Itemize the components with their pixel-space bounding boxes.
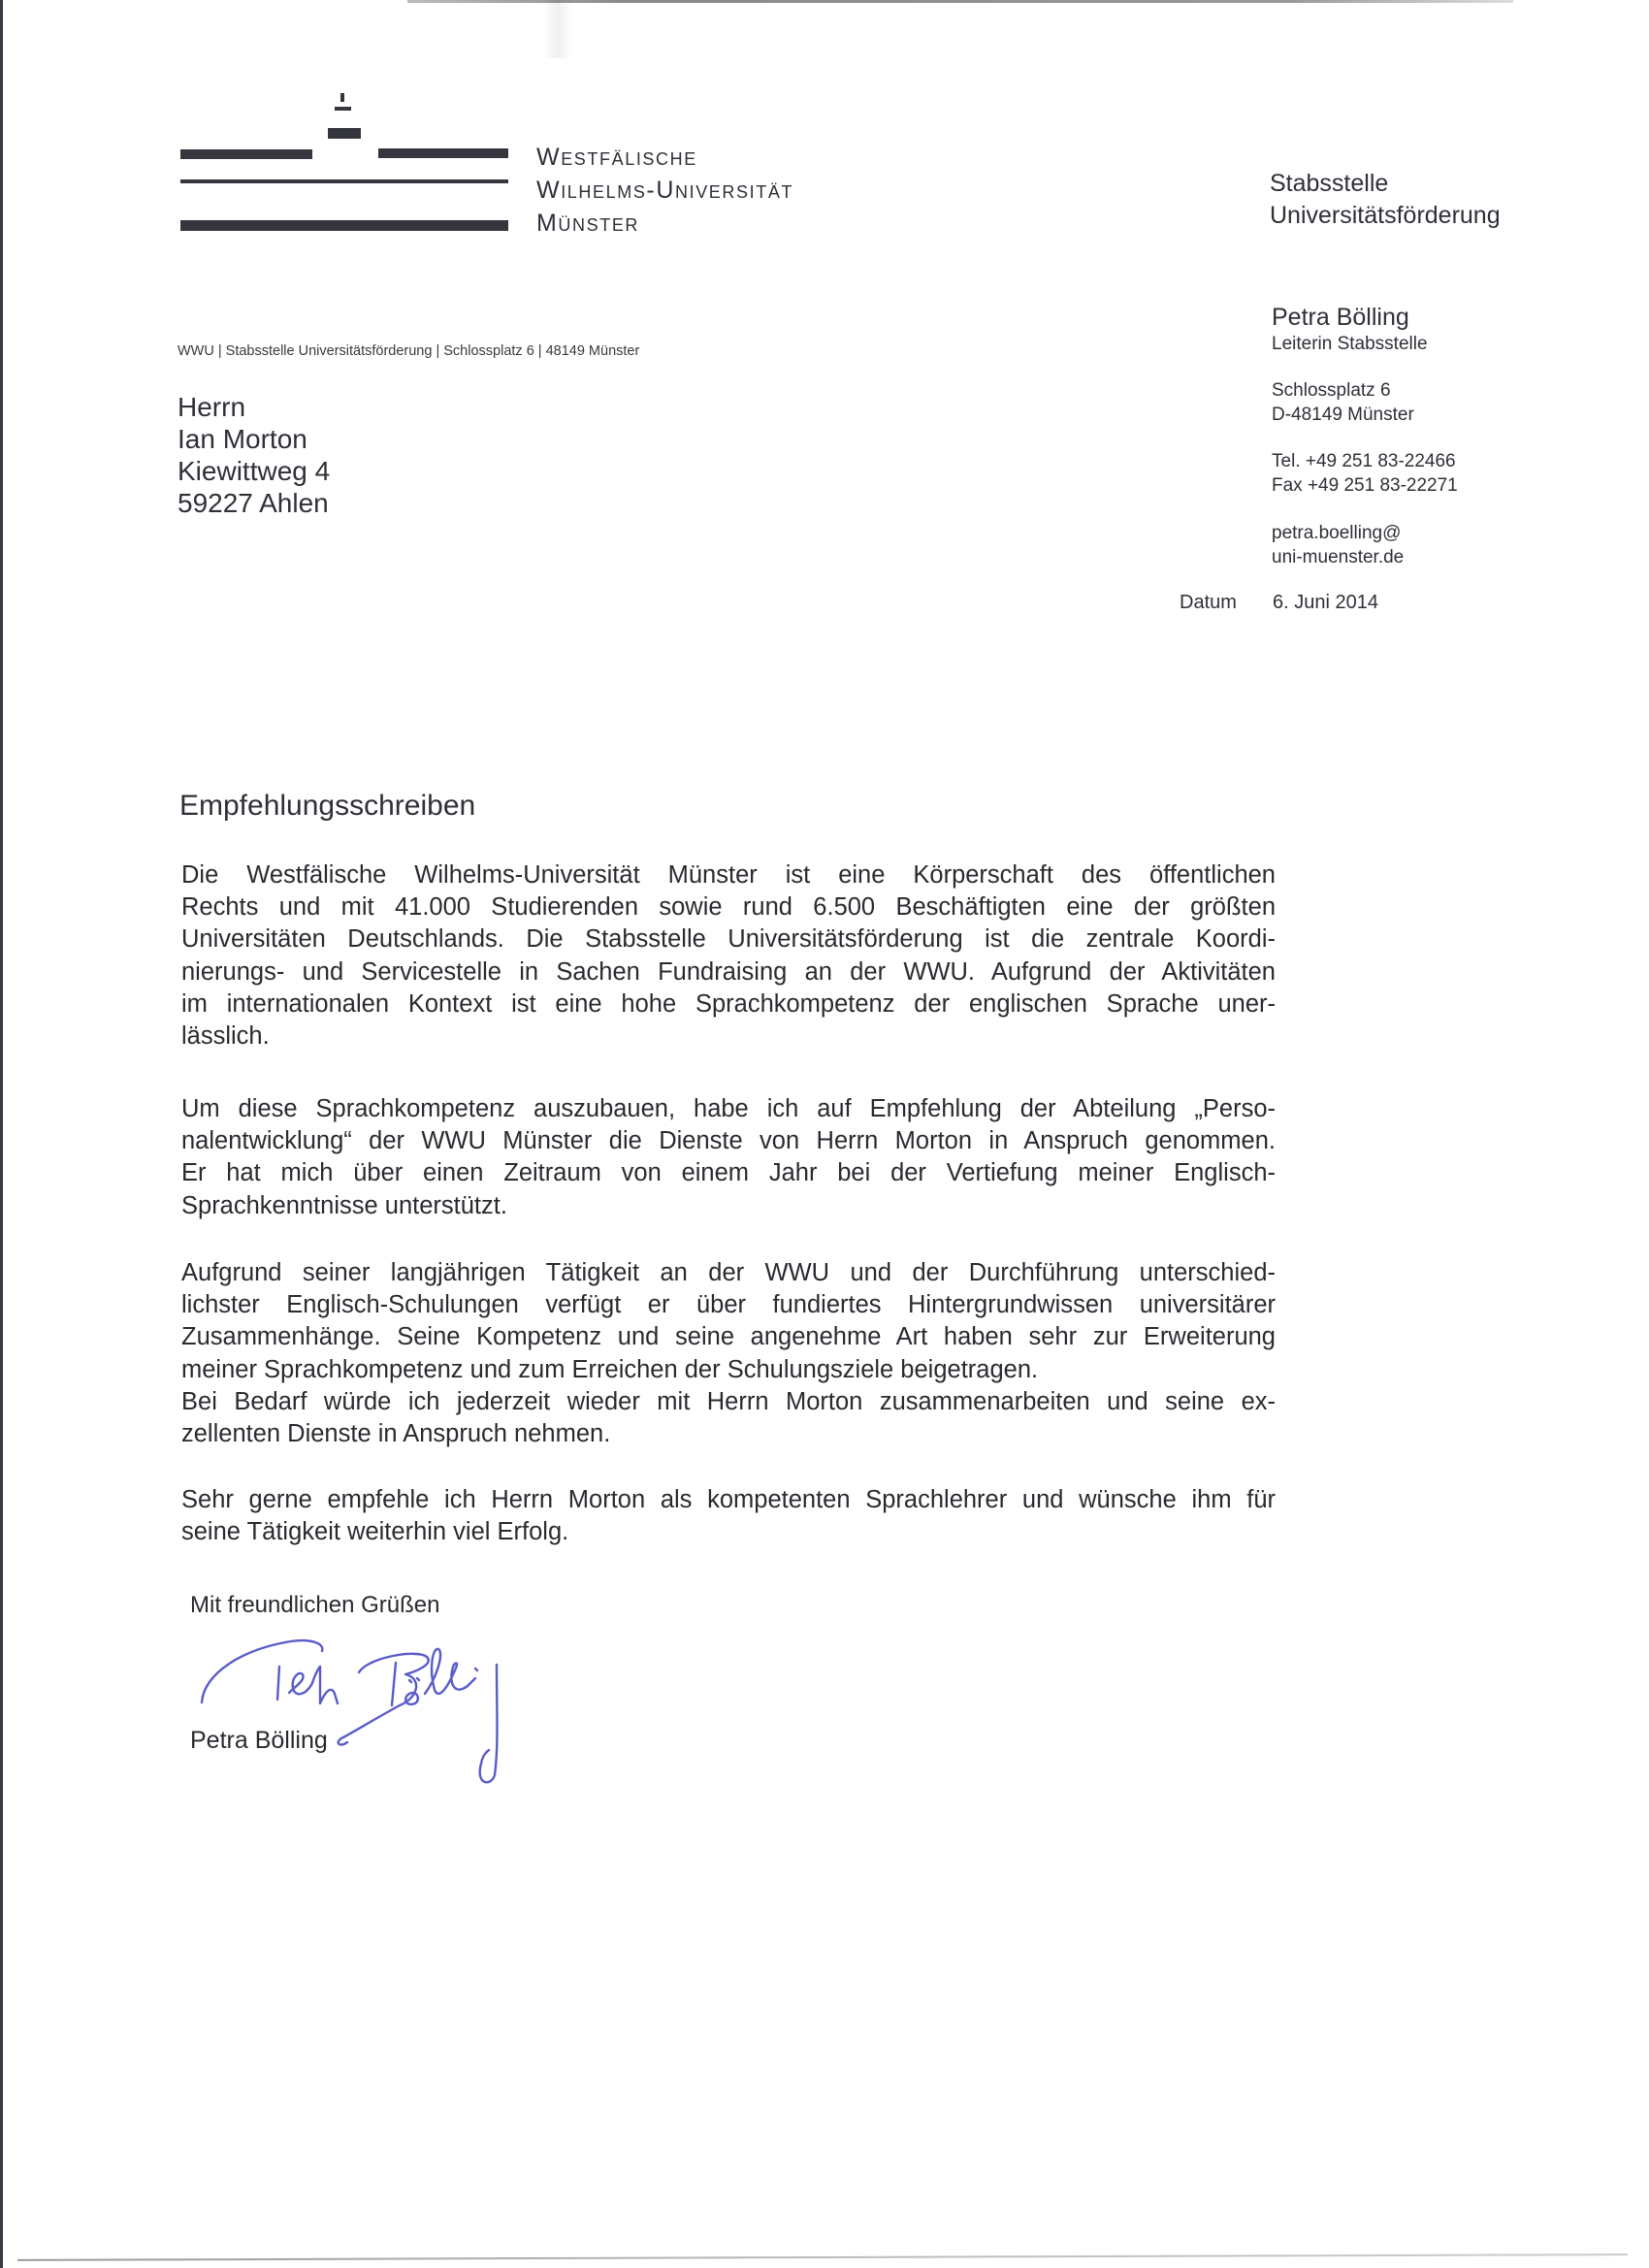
recipient-salutation: Herrn — [178, 392, 246, 422]
sender-phone — [1272, 449, 1458, 498]
logo-line-middle — [180, 179, 508, 183]
body-paragraph-2 — [181, 1093, 1276, 1222]
logo-mark-top — [340, 93, 344, 102]
logo-mark-block — [328, 128, 361, 139]
scan-edge-top — [407, 0, 1513, 3]
body-paragraph-1 — [181, 859, 1276, 1053]
body-line: Er hat mich über einen Zeitraum von einem Jahr bei der Vertiefung meiner Englisch- — [181, 1159, 1276, 1187]
body-line: Sehr gerne empfehle ich Herrn Morton als kompetenten Sprachlehrer und wünsche ihm für — [181, 1486, 1276, 1513]
body-line: lichster Englisch-Schulungen verfügt er über fundiertes Hintergrundwissen universitärer — [181, 1291, 1276, 1319]
email-line: petra.boelling@ — [1272, 523, 1402, 543]
sender-email — [1272, 521, 1404, 569]
logo-mark-dash — [335, 107, 351, 111]
sender-address — [1272, 378, 1414, 427]
department-name — [1270, 168, 1501, 232]
recipient-address — [178, 391, 330, 519]
signature-stroke-b-stem — [392, 1663, 396, 1705]
body-line: seine Tätigkeit weiterhin viel Erfolg. — [181, 1518, 569, 1546]
signature-stroke-b-loop — [339, 1654, 429, 1745]
body-line: nierungs- und Servicestelle in Sachen Fundraising an der WWU. Aufgrund der Aktivitäten — [181, 957, 1276, 986]
return-address-line: WWU | Stabsstelle Universitätsförderung | Schlossplatz 6 | 48149 Münster — [178, 343, 640, 359]
body-line: Bei Bedarf würde ich jederzeit wieder mit Herrn Morton zusammenarbeiten und seine ex- — [181, 1387, 1276, 1415]
scan-crease — [543, 0, 572, 58]
recipient-name: Ian Morton — [178, 424, 307, 454]
handwritten-signature-icon — [184, 1630, 630, 1795]
body-line: im internationalen Kontext ist eine hohe Sprachkompetenz der englischen Sprache uner- — [181, 989, 1276, 1018]
logo-bar-bottom — [180, 220, 508, 231]
signature-stroke-g — [480, 1665, 498, 1782]
sender-name: Petra Bölling — [1272, 304, 1409, 331]
logo-bar-right — [378, 148, 508, 158]
logo-bar-left — [180, 149, 312, 159]
sender-role: Leiterin Stabsstelle — [1272, 334, 1428, 354]
body-line: Rechts und mit 41.000 Studierenden sowie rund 6.500 Beschäftigten eine der größten — [181, 893, 1276, 922]
body-line: Universitäten Deutschlands. Die Stabsstelle Universitätsförderung ist die zentrale Koordi- — [181, 925, 1276, 954]
scan-edge-left — [0, 0, 3, 2268]
closing-phrase: Mit freundlichen Grüßen — [190, 1592, 440, 1618]
signature-stroke-p-stem — [277, 1667, 279, 1700]
university-name-line: Westfälische — [536, 144, 697, 171]
body-paragraph-4 — [181, 1484, 1276, 1548]
body-line: meiner Sprachkompetenz und zum Erreichen der Schulungsziele beigetragen. — [181, 1355, 1039, 1383]
body-line: Zusammenhänge. Seine Kompetenz und seine angenehme Art haben sehr zur Erweiterung — [181, 1323, 1276, 1351]
sender-address-line: D-48149 Münster — [1272, 405, 1414, 425]
university-name-line: Wilhelms-Universität — [536, 177, 794, 204]
date-value: 6. Juni 2014 — [1273, 592, 1378, 613]
date-label: Datum — [1180, 592, 1237, 613]
signature-stroke-eh — [289, 1667, 338, 1703]
body-paragraph-3 — [181, 1257, 1276, 1450]
signatory-name: Petra Bölling — [190, 1727, 328, 1754]
body-line: nalentwicklung“ der WWU Münster die Dienste von Herrn Morton in Anspruch genommen. — [181, 1127, 1276, 1155]
signature-stroke-i — [468, 1669, 477, 1686]
body-line: Aufgrund seiner langjährigen Tätigkeit an der WWU und der Durchführung unterschied- — [181, 1259, 1276, 1286]
body-line: Sprachkenntnisse unterstützt. — [181, 1191, 507, 1219]
department-line: Stabsstelle — [1270, 170, 1389, 197]
signature-stroke-ll — [425, 1649, 468, 1694]
body-line: Um diese Sprachkompetenz auszubauen, habe ich auf Empfehlung der Abteilung „Perso- — [181, 1095, 1276, 1122]
body-line: zellenten Dienste in Anspruch nehmen. — [181, 1420, 611, 1448]
fax-number: Fax +49 251 83-22271 — [1272, 475, 1458, 496]
university-name-line: Münster — [536, 210, 640, 237]
letter-subject: Empfehlungsschreiben — [179, 790, 476, 822]
body-line: lässlich. — [181, 1022, 270, 1051]
department-line: Universitätsförderung — [1270, 202, 1501, 229]
recipient-city: 59227 Ahlen — [178, 488, 329, 518]
email-line: uni-muenster.de — [1272, 547, 1405, 567]
body-line: Die Westfälische Wilhelms-Universität Münster ist eine Körperschaft des öffentlichen — [181, 861, 1276, 889]
sender-address-line: Schlossplatz 6 — [1272, 380, 1391, 401]
phone-number: Tel. +49 251 83-22466 — [1272, 451, 1456, 471]
recipient-street: Kiewittweg 4 — [178, 456, 331, 486]
scan-edge-bottom — [17, 2253, 1628, 2261]
university-name — [536, 141, 793, 240]
